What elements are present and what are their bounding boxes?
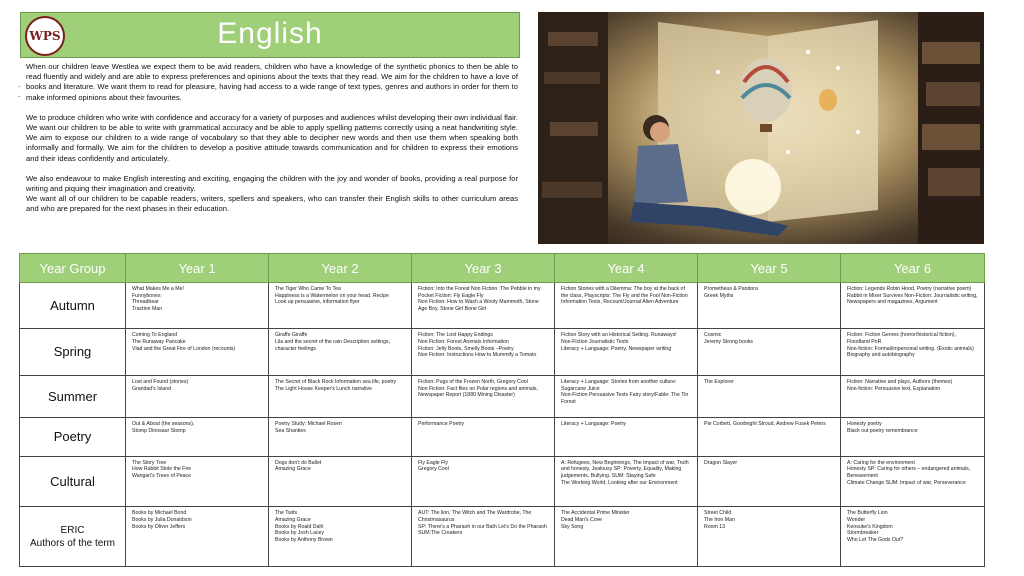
school-logo-icon: WPS: [25, 16, 65, 56]
cell-text: Vlad and the Great Fire of London (recounts): [132, 345, 236, 352]
table-cell: [841, 283, 985, 329]
table-cell: [412, 418, 555, 456]
header-banner: [20, 12, 520, 58]
cell-text: The Light House Keeper's Lunch narrative: [275, 385, 373, 392]
cell-text: Books by Michael Bond: [132, 510, 187, 517]
cell-text: The Working World, Looking after our Environment: [561, 479, 678, 486]
cell-text: Gregory Cool: [418, 466, 449, 473]
column-header: Year 4: [555, 254, 698, 283]
table-cell: [126, 283, 269, 329]
column-header: Year Group: [20, 254, 126, 283]
table-cell: [555, 283, 698, 329]
cell-text: Fiction: Into the Forest Non Fiction :The Pebble in my Pocket Fiction: Fly Eagle Fly: [418, 286, 541, 299]
table-cell: [555, 329, 698, 375]
row-label: Spring: [20, 329, 126, 375]
table-cell: [269, 375, 412, 417]
table-row: [20, 456, 985, 507]
cell-text: Non Fiction: Instructions How to Mummify a Tomato: [418, 352, 537, 359]
table-cell: [269, 456, 412, 507]
cell-text: The Twits: [275, 510, 298, 517]
cell-text: Books by Anthony Brown: [275, 536, 333, 543]
curriculum-table: [19, 253, 985, 567]
column-header: Year 5: [698, 254, 841, 283]
table-row: [20, 283, 985, 329]
cell-text: Non-fiction: Formal/impersonal writing. (Exotic animals) Biography and autobiography: [847, 345, 974, 359]
row-label: Autumn: [20, 283, 126, 329]
bullet-marks: . .: [18, 80, 21, 99]
table-cell: [841, 375, 985, 417]
table-cell: [269, 507, 412, 567]
table-cell: [555, 456, 698, 507]
cell-text: Fiction: Legends Robin Hood, Poetry (narrative poem) Rabbit in Mixer Survives Non-Fiction: Journalistic writing, Newspapers and magazines, Argument: [847, 286, 978, 306]
cell-text: The Runaway Pancake: [132, 339, 186, 346]
table-row: [20, 507, 985, 567]
table-cell: [555, 507, 698, 567]
table-cell: [698, 283, 841, 329]
cell-text: Sky Song: [561, 523, 584, 530]
cell-text: Books by Roald Dahl: [275, 523, 324, 530]
column-header: Year 6: [841, 254, 985, 283]
table-cell: [412, 375, 555, 417]
cell-text: The Explorer: [704, 378, 734, 385]
cell-text: The Secret of Black Rock Information sea life, poetry: [275, 378, 397, 385]
intro-paragraph-1: When our children leave Westlea we expect them to be avid readers, children who have a knowledge of the synthetic phonics to then be able to read fluently and widely and are able to express preferences and opinions about the texts that they read. We aim for the children to have a love of books and literature. We want them to read for pleasure, having had access to a wide range of text types, genres and authors in order for them to make informed opinions about their favourites.: [26, 62, 518, 102]
cell-text: Honesty SP: Caring for others – endangered animals, Bereavement: [847, 466, 971, 479]
column-header: Year 1: [126, 254, 269, 283]
intro-paragraph-2: We to produce children who write with confidence and accuracy for a variety of purposes and audiences whilst developing their own individual flair. We want our children to be able to write with grammatical accuracy and be able to apply spelling patterns correctly using a neat handwriting style. We aim to expose our children to a wide range of vocabulary so that they able to decipher new words and then use them when speaking both informally and formally. We aim for the children to develop a positive attitude towards communication and for children to express their emotions and their ideas confidently and articulately.: [26, 112, 518, 163]
cell-text: Wonder: [847, 516, 866, 523]
cell-text: Giraffe Giraffe: [275, 332, 308, 339]
cell-text: Books by Josh Lacey: [275, 530, 325, 537]
row-label-line: ERIC: [60, 524, 85, 536]
cell-text: How Rabbit Stole the Fire: [132, 466, 192, 473]
table-cell: [698, 507, 841, 567]
cell-text: Literacy + Language: Poetry: [561, 421, 627, 428]
row-label: [20, 507, 126, 567]
table-cell: [412, 456, 555, 507]
cell-text: SP: There's a Pharaoh in our Bath Let's Do the Pharaoh: [418, 523, 547, 530]
cell-text: Climate Change SUM: Impact of war, Perseverance: [847, 479, 966, 486]
cell-text: Black out poetry remembrance: [847, 428, 918, 434]
reading-boy-photo: [538, 12, 984, 244]
cell-text: Non Fiction: How to Wash a Wooly Mammoth, Stone Age Boy, Stone Girl Bone Girl: [418, 299, 539, 312]
table-cell: [126, 329, 269, 375]
intro-paragraph-3: We also endeavour to make English interesting and exciting, engaging the children with the joy and wonder of books, providing a real purpose for writing and piquing their imagination and creativity.: [26, 173, 518, 194]
cell-text: Stomp Dinosaur Stomp: [132, 428, 186, 434]
cell-text: Fiction: Pugs of the Frozen North, Gregory Cool: [418, 378, 528, 385]
table-row: [20, 329, 985, 375]
cell-text: Non Fiction: Forest Animals Information: [418, 339, 509, 346]
cell-text: Amazing Grace: [275, 516, 311, 523]
cell-text: Street Child: [704, 510, 732, 517]
cell-text: The Story Tree: [132, 459, 167, 466]
cell-text: Lost and Found (stories): [132, 378, 189, 385]
table-cell: [126, 507, 269, 567]
cell-text: Sea Shanties: [275, 428, 306, 434]
photo-illustration: [538, 12, 984, 244]
cell-text: Non-Fiction Persuasive Texts Fairy story/Fable: The Tin Forest: [561, 392, 689, 405]
table-cell: [126, 375, 269, 417]
cell-text: Fiction: Fiction Genres (horror/historical fiction), Floodland PoR: [847, 332, 956, 346]
cell-text: Room 13: [704, 523, 726, 530]
cell-text: Literacy + Language: Poetry, Newspaper writing: [561, 345, 672, 352]
row-label-line: Authors of the term: [29, 537, 116, 549]
cell-text: Funnybones: [132, 292, 161, 299]
cell-text: A: Caring for the environment: [847, 459, 915, 466]
cell-text: Grandad's Island: [132, 385, 172, 392]
cell-text: Fiction: Jelly Boots, Smelly Boots –Poetry: [418, 345, 514, 352]
cell-text: Books by Oliver Jeffers: [132, 523, 186, 530]
table-cell: [841, 507, 985, 567]
cell-text: Cosmic: [704, 332, 722, 339]
cell-text: Non-Fiction Journalistic Texts: [561, 339, 629, 346]
page-title: English: [217, 17, 323, 50]
table-cell: [841, 329, 985, 375]
cell-text: Jeremy Strong books: [704, 339, 754, 346]
cell-text: Who Let The Gods Out?: [847, 536, 904, 543]
table-cell: [126, 456, 269, 507]
table-cell: [269, 418, 412, 456]
cell-text: AUT: The lion, The Witch and The Wardrobe, The Christmasaurus: [418, 510, 532, 523]
table-cell: [698, 329, 841, 375]
cell-text: Wangari's Trees of Peace: [132, 472, 192, 479]
cell-text: Performance Poetry: [418, 421, 465, 428]
cell-text: Amazing Grace: [275, 466, 311, 473]
cell-text: Pie Corbett, Goodnight Stroud, Andrew Fusek Peters: [704, 421, 826, 428]
table-cell: [841, 456, 985, 507]
cell-text: Dogs don't do Ballet: [275, 459, 322, 466]
table-header-row: [20, 254, 985, 283]
cell-text: Dead Man's Cove: [561, 516, 603, 523]
intro-paragraph-4: We want all of our children to be capable readers, writers, spellers and speakers, who can transfer their English skills to other curriculum areas and who are prepared for the next phases in their education.: [26, 194, 518, 214]
cell-text: What Makes Me a Me!: [132, 286, 184, 292]
cell-text: Poetry Study: Michael Rosen: [275, 421, 342, 428]
cell-text: The Iron Man: [704, 516, 735, 523]
cell-text: Out & About (the seasons),: [132, 421, 195, 428]
cell-text: Greek Myths: [704, 292, 734, 299]
row-label: Summer: [20, 375, 126, 417]
cell-text: Non-fiction: Persuasive text, Explanation: [847, 385, 941, 392]
table-cell: [698, 375, 841, 417]
table-cell: [269, 283, 412, 329]
table-row: [20, 375, 985, 417]
intro-text: [26, 62, 518, 215]
cell-text: Lila and the secret of the rain Description settings, character feelings: [275, 339, 391, 352]
table-cell: [555, 418, 698, 456]
cell-text: Prometheus & Pandora: [704, 286, 758, 292]
table-cell: [412, 329, 555, 375]
cell-text: Literacy + Language: Stories from another culture: Sugarcane Juice: [561, 378, 677, 392]
cell-text: Look up persuasive, information flyer: [275, 299, 360, 306]
cell-text: Fiction Stories with a Dilemma: The boy at the back of the class, Playscripts: The Fly and the Fool Non-Fiction Information Texts, Recount/Journal Alien Adventure: [561, 286, 688, 306]
cell-text: Non Fiction: Fact files on Polar regions and animals, Newspaper Report (1880 Mining Disaster): [418, 385, 538, 399]
cell-text: A: Refugees, New Beginnings, The Impact of war, Truth and honesty, Jealousy SP: Poverty, Equality, Making judgements, Bullying. SUM: Staying Safe: [561, 459, 689, 479]
row-label: Poetry: [20, 418, 126, 456]
table-cell: [412, 507, 555, 567]
cell-text: Coming To England: [132, 332, 178, 339]
cell-text: Fiction: Narrative and plays, Authors (themes): [847, 378, 953, 385]
table-cell: [841, 418, 985, 456]
cell-text: Dragon Slayer: [704, 459, 738, 466]
cell-text: SUM:The Creakers: [418, 530, 463, 537]
table-cell: [698, 456, 841, 507]
cell-text: Fly Eagle Fly: [418, 459, 448, 466]
cell-text: Honesty poetry: [847, 421, 882, 428]
table-cell: [269, 329, 412, 375]
cell-text: Traction Man: [132, 305, 163, 312]
cell-text: The Tiger Who Came To Tea: [275, 286, 341, 292]
table-cell: [555, 375, 698, 417]
cell-text: Books by Julia Donaldson: [132, 516, 192, 523]
cell-text: The Butterfly Lion: [847, 510, 888, 517]
row-label: Cultural: [20, 456, 126, 507]
cell-text: Fiction: The Lost Happy Endings: [418, 332, 493, 339]
cell-text: The Accidental Prime Minister: [561, 510, 630, 517]
cell-text: Kensuke's Kingdom: [847, 523, 893, 530]
cell-text: Fiction Story with an Historical Setting. Runaways!: [561, 332, 677, 339]
table-cell: [698, 418, 841, 456]
cell-text: Threadbear: [132, 299, 159, 306]
column-header: Year 2: [269, 254, 412, 283]
cell-text: Stormbreaker: [847, 530, 879, 537]
table-cell: [126, 418, 269, 456]
cell-text: Happiness is a Watermelon on your head. Recipe: [275, 292, 389, 299]
table-cell: [412, 283, 555, 329]
table-row: [20, 418, 985, 456]
column-header: Year 3: [412, 254, 555, 283]
